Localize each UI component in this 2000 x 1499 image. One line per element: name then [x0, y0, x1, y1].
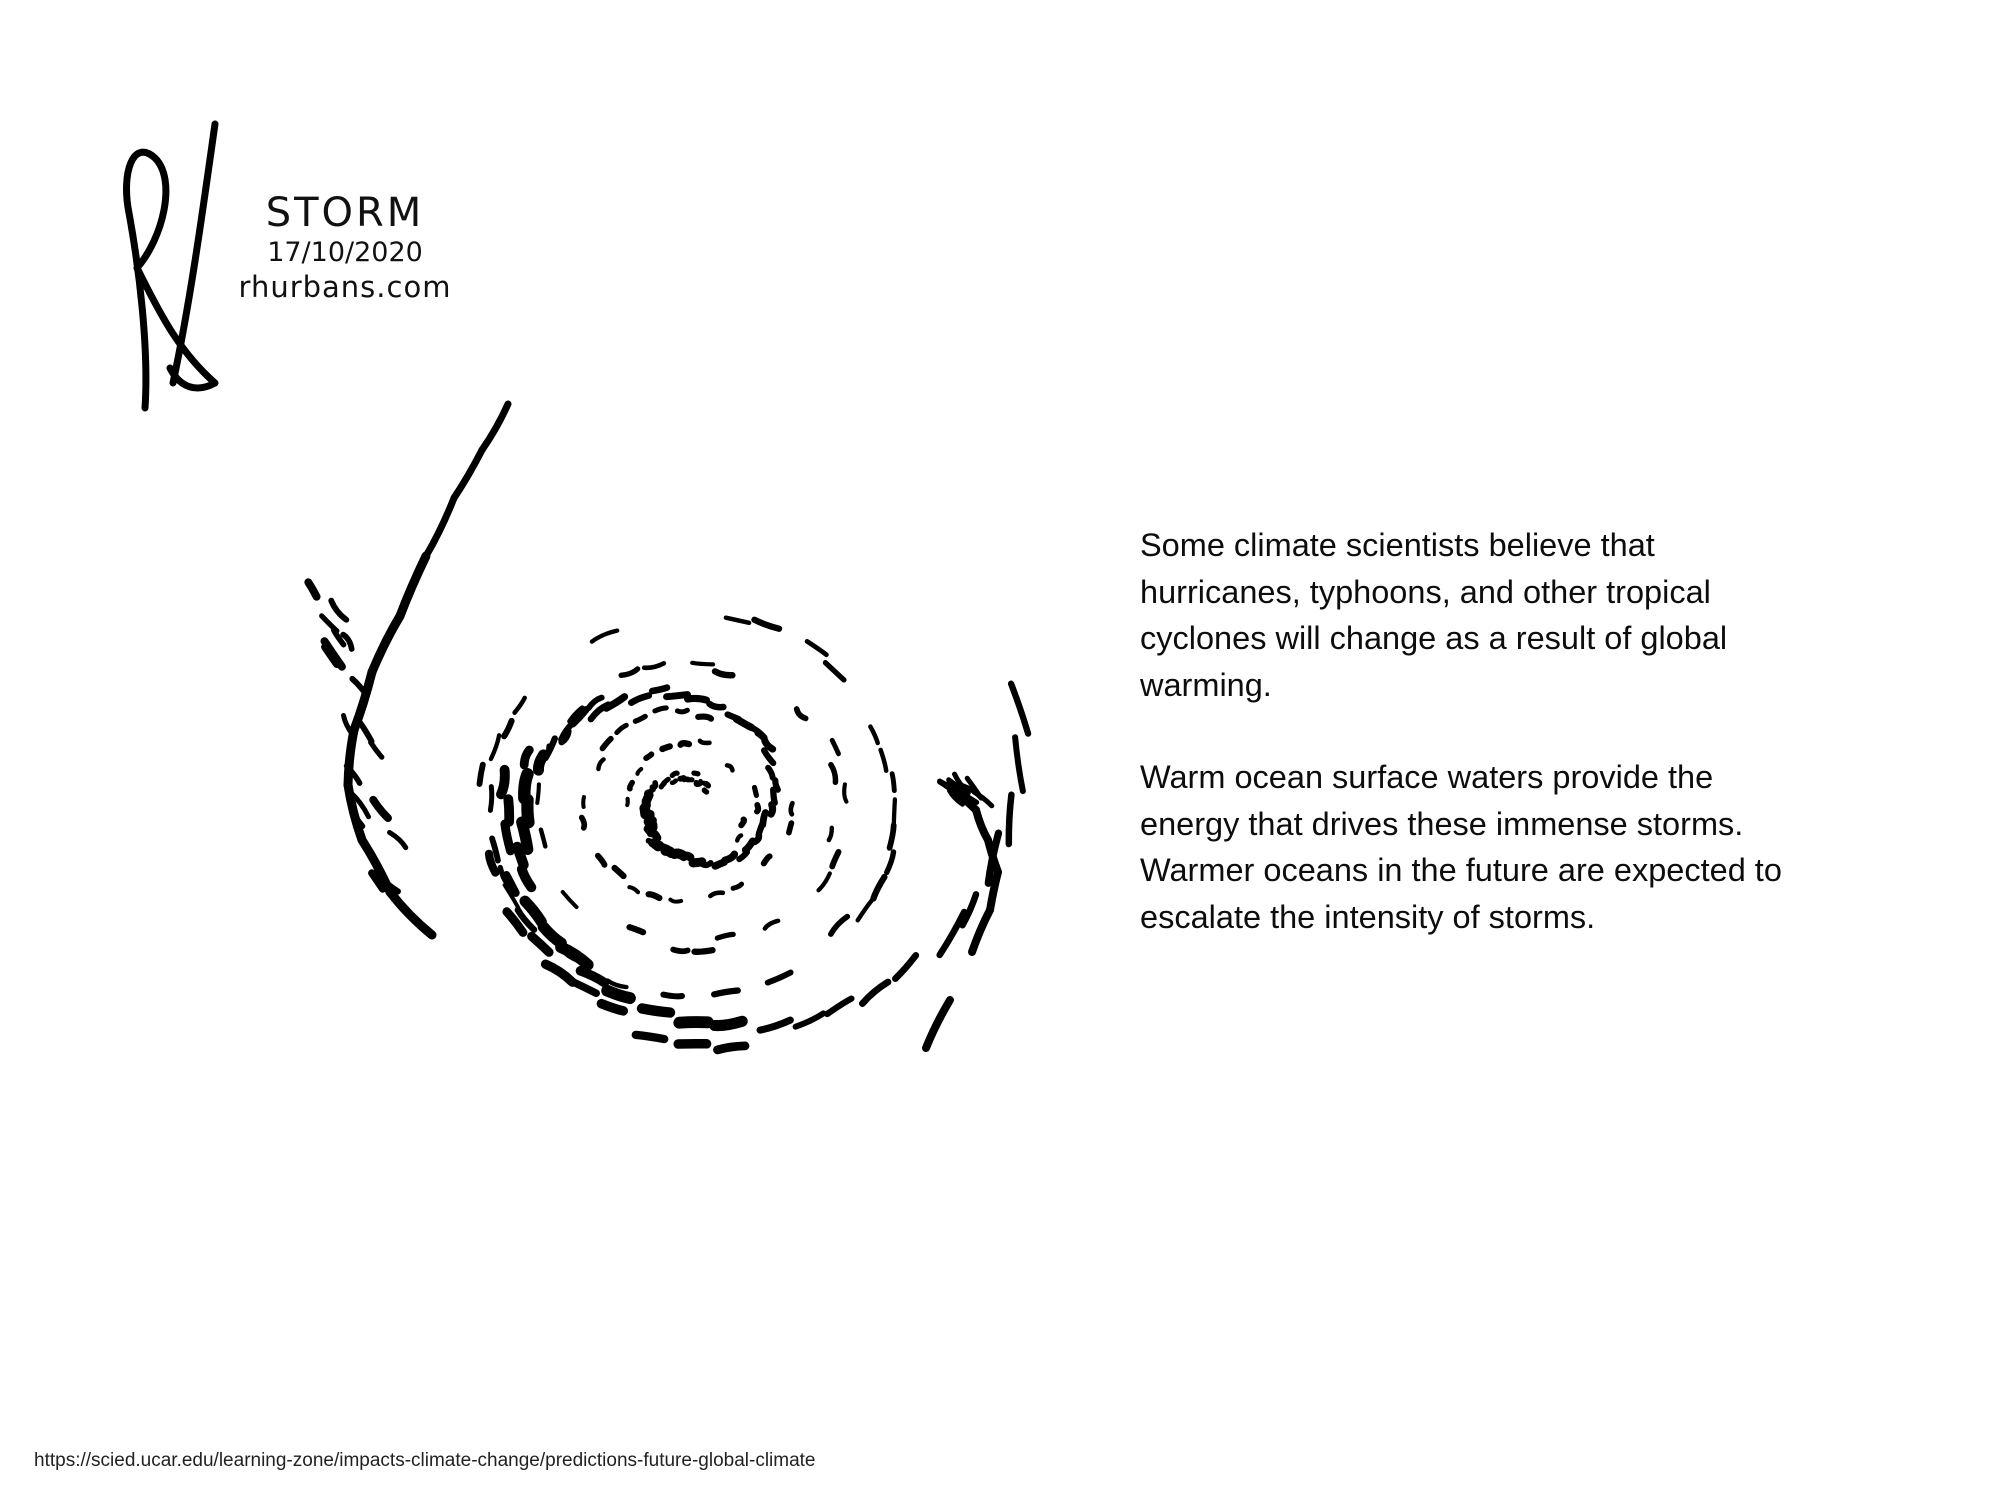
storm-stroke [505, 824, 511, 851]
storm-stroke [607, 991, 630, 998]
storm-stroke [789, 823, 792, 833]
storm-stroke [592, 631, 617, 642]
storm-stroke [715, 671, 732, 675]
storm-stroke [663, 995, 682, 997]
storm-stroke [726, 618, 749, 623]
storm-stroke [371, 742, 382, 757]
storm-stroke [637, 769, 641, 774]
storm-stroke [714, 991, 738, 995]
storm-stroke [825, 663, 844, 680]
storm-stroke [680, 778, 683, 779]
storm-stroke [591, 705, 608, 720]
storm-stroke [797, 709, 806, 718]
storm-stroke [768, 973, 791, 983]
storm-stroke [894, 799, 895, 825]
storm-stroke [646, 754, 651, 758]
storm-stroke [757, 805, 758, 812]
storm-stroke [741, 820, 744, 826]
storm-stroke [1011, 684, 1028, 734]
storm-stroke [976, 810, 988, 840]
storm-stroke [858, 901, 872, 921]
storm-stroke [827, 999, 851, 1014]
storm-spiral-strokes [308, 404, 1028, 1050]
storm-stroke [636, 1035, 664, 1039]
storm-stroke [649, 841, 653, 845]
storm-stroke [667, 695, 688, 697]
storm-stroke [524, 750, 529, 765]
storm-stroke [755, 620, 780, 629]
storm-stroke [522, 822, 528, 849]
storm-stroke [537, 784, 539, 803]
storm-stroke [361, 723, 372, 741]
storm-stroke [890, 825, 894, 848]
storm-stroke [573, 982, 596, 993]
source-url: https://scied.ucar.edu/learning-zone/impacts-climate-change/predictions-future-global-climate [34, 1450, 816, 1471]
storm-stroke [765, 921, 778, 929]
storm-stroke [704, 790, 706, 792]
storm-stroke [653, 833, 658, 838]
storm-stroke [583, 797, 584, 807]
storm-stroke [881, 750, 887, 771]
storm-stroke [694, 773, 698, 774]
storm-stroke [649, 894, 660, 898]
storm-stroke [755, 788, 757, 796]
storm-stroke [501, 770, 505, 795]
storm-stroke [515, 698, 525, 713]
storm-stroke [715, 1021, 743, 1025]
storm-stroke [629, 887, 638, 892]
storm-stroke [892, 774, 894, 791]
storm-stroke [390, 833, 406, 848]
storm-stroke [771, 805, 773, 815]
storm-stroke [829, 828, 832, 840]
storm-stroke [710, 893, 722, 896]
storm-stroke [725, 854, 734, 860]
storm-stroke [598, 856, 605, 865]
storm-stroke [652, 783, 655, 787]
storm-stroke [796, 1013, 824, 1026]
storm-stroke [670, 900, 681, 902]
storm-stroke [522, 869, 532, 887]
storm-stroke [308, 582, 316, 596]
storm-stroke [700, 741, 709, 743]
storm-stroke [887, 852, 894, 873]
storm-stroke [517, 847, 523, 865]
storm-stroke [621, 669, 637, 675]
storm-stroke [1015, 737, 1023, 791]
storm-stroke [527, 800, 528, 823]
storm-stroke [603, 739, 611, 749]
storm-stroke [627, 799, 628, 805]
storm-stroke [684, 856, 691, 858]
storm-stroke [541, 830, 545, 847]
storm-stroke [763, 813, 766, 825]
storm-stroke [672, 773, 677, 775]
storm-stroke [661, 783, 664, 787]
storm-stroke [831, 917, 848, 935]
storm-stroke [490, 787, 491, 811]
storm-stroke [532, 936, 549, 952]
storm-stroke [695, 950, 713, 952]
storm-stroke [372, 616, 400, 672]
storm-stroke [630, 927, 644, 932]
storm-stroke [677, 710, 687, 712]
storm-stroke [454, 450, 482, 498]
storm-stroke [373, 800, 388, 818]
description-paragraph-1: Some climate scientists believe that hurricanes, typhoons, and other tropical cyclones will change as a result of global warming. [1140, 527, 1728, 703]
storm-stroke [696, 783, 700, 785]
storm-stroke [491, 735, 499, 759]
storm-stroke [717, 934, 733, 938]
storm-stroke [831, 765, 836, 783]
storm-stroke [662, 746, 669, 749]
storm-stroke [728, 715, 739, 720]
storm-stroke [480, 765, 483, 784]
storm-stroke [791, 803, 793, 814]
storm-stroke [710, 704, 724, 707]
storm-stroke [563, 892, 577, 907]
storm-stroke [832, 740, 838, 754]
storm-stroke [679, 1022, 708, 1023]
storm-stroke [760, 1020, 790, 1030]
storm-stroke [400, 556, 426, 616]
storm-stroke [862, 982, 888, 1004]
storm-stroke [426, 498, 454, 556]
storm-stroke [331, 601, 346, 620]
storm-stroke [688, 698, 707, 700]
header-block [230, 190, 460, 304]
storm-stroke [940, 912, 965, 955]
storm-stroke [693, 862, 702, 863]
storm-stroke [703, 863, 711, 865]
header-title: STORM [265, 190, 425, 236]
storm-stroke [807, 641, 826, 654]
description [1140, 522, 1820, 986]
storm-stroke [598, 759, 603, 769]
header-date: 17/10/2020 [267, 237, 423, 268]
storm-stroke [630, 783, 633, 789]
storm-stroke [580, 971, 604, 983]
storm-stroke [874, 877, 885, 898]
storm-stroke [543, 927, 561, 943]
storm-stroke [631, 696, 649, 703]
storm-stroke [1009, 795, 1012, 844]
storm-stroke [733, 884, 741, 888]
storm-stroke [692, 663, 713, 665]
storm-stroke [681, 743, 689, 745]
storm-stroke [727, 765, 733, 770]
storm-stroke [645, 808, 646, 814]
storm-stroke [655, 708, 666, 711]
storm-illustration [250, 380, 1070, 1140]
storm-stroke [972, 910, 990, 952]
storm-stroke [601, 1004, 623, 1011]
storm-stroke [672, 781, 676, 783]
storm-stroke [635, 716, 645, 721]
storm-stroke [768, 768, 773, 778]
header-site: rhurbans.com [238, 270, 452, 304]
storm-stroke [832, 852, 838, 867]
storm-stroke [546, 964, 573, 982]
storm-stroke [642, 1009, 670, 1013]
storm-stroke [765, 740, 773, 749]
storm-stroke [718, 1046, 746, 1050]
storm-stroke [773, 790, 775, 803]
storm-stroke [673, 950, 688, 952]
storm-stroke [844, 784, 846, 801]
storm-stroke [819, 873, 830, 890]
storm-stroke [775, 780, 778, 789]
storm-stroke [764, 856, 770, 863]
storm-stroke [644, 663, 664, 667]
storm-stroke [926, 1000, 950, 1048]
storm-stroke [895, 955, 915, 978]
storm-stroke [504, 721, 512, 736]
storm-stroke [652, 688, 667, 691]
storm-stroke [698, 717, 711, 719]
storm-stroke [617, 725, 627, 732]
storm-stroke [582, 818, 585, 828]
description-paragraph-2: Warm ocean surface waters provide the energy that drives these immense storms. Warmer oceans in the future are expected to escalate the intensity of storms. [1140, 759, 1782, 935]
storm-stroke [737, 835, 741, 840]
storm-stroke [615, 868, 624, 876]
storm-stroke [508, 799, 509, 822]
signature-monogram [115, 118, 220, 418]
storm-stroke [482, 404, 508, 450]
storm-stroke [390, 892, 432, 935]
storm-stroke [870, 727, 877, 743]
